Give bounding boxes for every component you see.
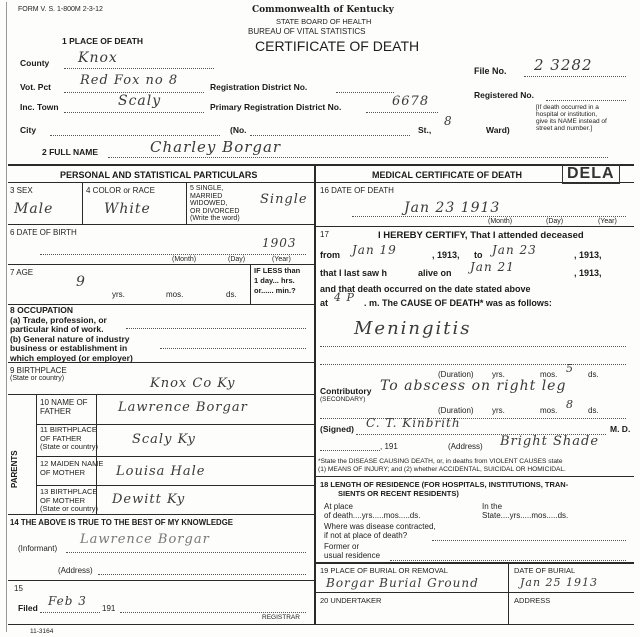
form-border (6, 2, 635, 632)
cause-value: Meningitis (354, 318, 472, 339)
mother-bp-label-line: 13 BIRTHPLACE (40, 487, 98, 496)
sex-label: 3 SEX (10, 186, 33, 195)
age-yrs-label: yrs. (112, 290, 125, 299)
to-date: Jan 23 (492, 243, 537, 257)
inc-town-label: Inc. Town (20, 102, 59, 112)
father-bp-label-line: 11 BIRTHPLACE (40, 425, 97, 434)
from-date: Jan 19 (352, 243, 397, 257)
undertaker-label: 20 UNDERTAKER (320, 596, 382, 605)
mother-label-line: 12 MAIDEN NAME (40, 459, 104, 468)
bureau: BUREAU OF VITAL STATISTICS (248, 27, 366, 36)
filed-year: 191 (102, 604, 116, 613)
informant-label: (Informant) (18, 544, 58, 553)
commonwealth: Commonwealth of Kentucky (252, 5, 394, 15)
age-mos-label: mos. (166, 290, 184, 299)
duration-2-yrs: yrs. (492, 406, 505, 415)
contributory-sub: (SECONDARY) (320, 396, 366, 403)
contributory-label: Contributory (320, 386, 372, 396)
contracted-line: if not at place of death? (324, 531, 408, 540)
signed-address-value: Bright Shade (500, 434, 600, 449)
duration-yrs: yrs. (492, 370, 505, 379)
hospital-note-line: street and number.] (536, 125, 593, 132)
occurred-text: and that death occurred on the date stated above (320, 284, 531, 294)
signed-address-label: (Address) (448, 442, 483, 451)
birthplace-label: 9 BIRTHPLACE (10, 366, 67, 375)
mother-bp-label-line: (State or country) (40, 504, 98, 513)
former-residence-line: usual residence (324, 551, 381, 560)
burial-label: 19 PLACE OF BURIAL OR REMOVAL (320, 566, 448, 575)
personal-heading: PERSONAL AND STATISTICAL PARTICULARS (60, 170, 258, 180)
father-bp-label-line: OF FATHER (40, 433, 82, 443)
dob-label: 6 DATE OF BIRTH (10, 228, 77, 237)
certify-number: 17 (320, 230, 329, 239)
md-label: M. D. (610, 424, 631, 434)
father-birthplace-value: Scaly Ky (132, 432, 196, 447)
birthplace-value: Knox Co Ky (150, 376, 236, 391)
vot-label: Vot. Pct (20, 82, 52, 92)
signed-year: , 191 (380, 442, 398, 451)
place-heading: 1 PLACE OF DEATH (62, 36, 144, 46)
duration-ds: ds. (588, 370, 599, 379)
in-state-line: State....yrs.....mos.....ds. (482, 511, 569, 520)
county-label: County (20, 58, 50, 68)
date-of-death-value: Jan 23 1913 (404, 200, 501, 216)
last-saw-date: Jan 21 (470, 260, 515, 274)
sex-value: Male (14, 201, 54, 217)
signed-value: C. T. Kinbrith (366, 416, 461, 430)
to-year: , 1913, (574, 250, 602, 260)
vot-value: Red Fox no 8 (80, 73, 179, 88)
at-place-line: At place (324, 502, 353, 511)
occupation-label-line: which employed (or employer) (10, 352, 133, 363)
medical-heading: MEDICAL CERTIFICATE OF DEATH (372, 170, 522, 180)
age-ds-label: ds. (226, 290, 237, 299)
age-label: 7 AGE (10, 268, 34, 277)
last-saw-text: that I last saw h (320, 268, 388, 278)
if-less-line: 1 day... hrs. (254, 276, 295, 285)
contracted-line: Where was disease contracted, (324, 522, 436, 531)
from-year: , 1913, (432, 250, 460, 260)
signed-label: (Signed) (320, 424, 354, 434)
file-no-label: File No. (474, 66, 507, 76)
mother-label-line: OF MOTHER (40, 467, 85, 477)
dob-day-label: (Day) (228, 256, 246, 263)
dob-year-label: (Year) (272, 256, 291, 263)
from-label: from (320, 250, 340, 260)
burial-date-value: Jan 25 1913 (520, 576, 599, 589)
marital-label-line: (Write the word) (190, 215, 240, 222)
full-name-value: Charley Borgar (150, 138, 282, 156)
filed-label: Filed (18, 603, 38, 613)
duration-mos: mos. (540, 370, 558, 379)
last-saw-year: , 1913, (574, 268, 602, 278)
county-value: Knox (78, 50, 118, 66)
hospital-note-line: hospital or institution, (536, 111, 598, 118)
if-less-line: or...... min.? (254, 286, 296, 295)
duration-2-label: (Duration) (438, 406, 474, 415)
city-label: City (20, 125, 37, 135)
burial-date-label: DATE OF BURIAL (514, 566, 576, 575)
duration-2-value: 8 (566, 398, 574, 411)
contributory-value: To abscess on right leg (380, 378, 567, 394)
birthplace-sub: (State or country) (10, 375, 65, 382)
mother-birthplace-value: Dewitt Ky (112, 492, 186, 507)
informant-value: Lawrence Borgar (80, 532, 210, 547)
occupation-label-line: 8 OCCUPATION (10, 305, 73, 315)
cause-time: 4 P (334, 291, 355, 304)
mother-value: Louisa Hale (116, 464, 206, 479)
file-no-value: 2 3282 (534, 56, 593, 74)
registered-no-label: Registered No. (474, 90, 534, 100)
age-value: 9 (76, 274, 86, 290)
registrar-label: REGISTRAR (262, 614, 300, 621)
informant-address-label: (Address) (58, 566, 93, 575)
occupation-label-line: business or establishment in (10, 343, 128, 353)
date-of-death-label: 16 DATE OF DEATH (320, 186, 394, 195)
father-value: Lawrence Borgar (118, 400, 248, 415)
no-label: (No. (230, 125, 247, 135)
duration-2-ds: ds. (588, 406, 599, 415)
marital-label-line: WIDOWED, (190, 200, 228, 207)
certify-text: I HEREBY CERTIFY, That I attended deceased (378, 230, 584, 241)
occupation-label-line: (a) Trade, profession, or (10, 314, 107, 325)
cause-note-line: *State the DISEASE CAUSING DEATH, or, in deaths from VIOLENT CAUSES state (318, 458, 563, 465)
marital-label-line: OR DIVORCED (190, 207, 240, 215)
filed-number: 15 (14, 584, 23, 593)
primary-district-label: Primary Registration District No. (210, 102, 342, 112)
color-value: White (104, 201, 151, 217)
st-label: St., (418, 125, 432, 135)
undertaker-address-label: ADDRESS (514, 596, 551, 605)
occupation-label-line: (b) General nature of industry (10, 333, 130, 344)
ward-label: Ward) (486, 125, 510, 135)
inc-town-value: Scaly (118, 93, 162, 109)
cause-prefix: at (320, 298, 329, 308)
burial-value: Borgar Burial Ground (326, 576, 479, 590)
dod-month-label: (Month) (488, 218, 513, 225)
occupation-label-line: particular kind of work. (10, 324, 104, 334)
dob-month-label: (Month) (172, 256, 197, 263)
filed-value: Feb 3 (48, 594, 87, 608)
parents-label: PARENTS (10, 450, 19, 488)
registration-district-label: Registration District No. (210, 82, 308, 92)
marital-value: Single (260, 192, 308, 207)
form-code: FORM V. S. 1-800M 2-3-12 (18, 6, 103, 13)
father-label-line: 10 NAME OF (40, 398, 88, 407)
in-state-line: In the (482, 502, 503, 511)
marital-label-line: MARRIED (190, 192, 223, 200)
color-label: 4 COLOR or RACE (86, 186, 155, 195)
duration-label: (Duration) (438, 370, 474, 379)
informant-heading: 14 THE ABOVE IS TRUE TO THE BEST OF MY KNOWLEDGE (10, 518, 233, 527)
state-board: STATE BOARD OF HEALTH (276, 17, 372, 26)
cause-note-line: (1) MEANS OF INJURY; and (2) whether ACCIDENTAL, SUICIDAL OR HOMICIDAL. (318, 466, 566, 473)
residence-heading-line: SIENTS OR RECENT RESIDENTS) (338, 489, 459, 498)
primary-district-value: 6678 (392, 94, 430, 109)
page-title: CERTIFICATE OF DEATH (255, 38, 420, 54)
if-less-line: IF LESS than (254, 266, 301, 275)
hospital-note-line: give its NAME instead of (536, 118, 607, 125)
cause-text: . m. The CAUSE OF DEATH* was as follows: (364, 298, 552, 308)
full-name-label: 2 FULL NAME (42, 147, 99, 157)
last-saw-text-2: alive on (418, 268, 452, 278)
dob-value: 1903 (262, 236, 297, 250)
father-bp-label-line: (State or country) (40, 442, 98, 451)
hospital-note-line: [If death occurred in a (536, 104, 599, 111)
at-place-line: of death....yrs.....mos.....ds. (324, 511, 421, 520)
former-residence-line: Former or (324, 542, 360, 551)
residence-heading-line: 18 LENGTH OF RESIDENCE (FOR HOSPITALS, INSTITUTIONS, TRAN- (320, 480, 569, 489)
footer-code: 11-3164 (30, 628, 54, 635)
duration-2-mos: mos. (540, 406, 558, 415)
dod-day-label: (Day) (546, 218, 564, 225)
duration-value: 5 (566, 362, 574, 375)
delayed-stamp: DELA (562, 164, 620, 184)
dod-year-label: (Year) (598, 218, 617, 225)
father-label-line: FATHER (40, 407, 71, 416)
marital-label-line: 5 SINGLE, (190, 185, 224, 192)
ward-value: 8 (444, 114, 453, 128)
to-label: to (474, 250, 483, 260)
mother-bp-label-line: OF MOTHER (40, 495, 85, 505)
